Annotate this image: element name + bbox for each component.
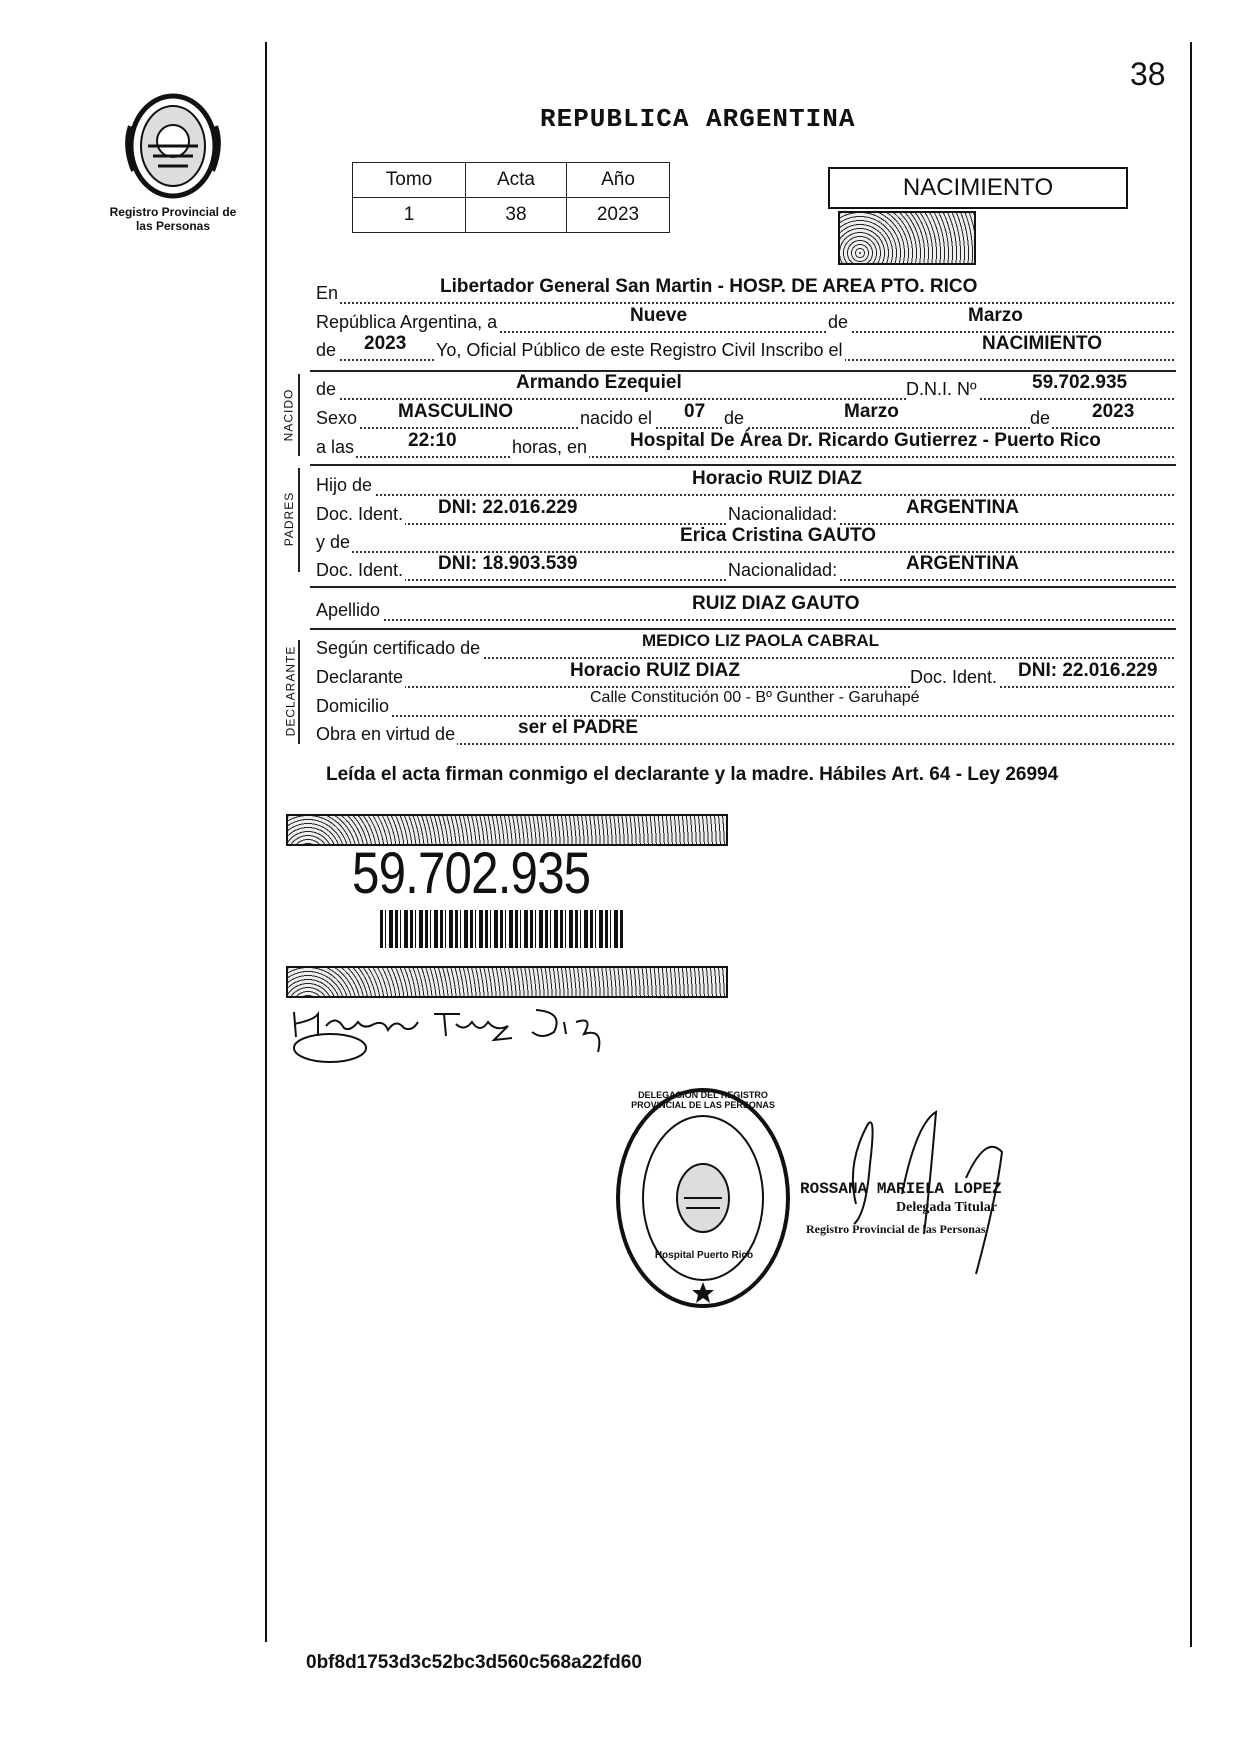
label-yo-oficial: Yo, Oficial Público de este Registro Civil Inscribo el: [436, 340, 843, 360]
label-doc-ident-padre: Doc. Ident.: [316, 504, 404, 524]
label-obra-en-virtud: Obra en virtud de: [316, 724, 456, 744]
value-madre-doc: DNI: 18.903.539: [438, 553, 578, 574]
row-obra: [316, 717, 1174, 748]
label-en: En: [316, 283, 339, 303]
value-nombre: Armando Ezequiel: [516, 372, 682, 393]
value-acto: NACIMIENTO: [982, 333, 1102, 354]
divider-2: [310, 464, 1176, 466]
label-nacionalidad-madre: Nacionalidad:: [728, 560, 838, 580]
side-label-declarante: DECLARANTE: [283, 645, 298, 737]
row-declarante: [316, 660, 1174, 691]
row-sexo: [316, 401, 1174, 432]
declarant-signature: [284, 992, 664, 1072]
value-padre: Horacio RUIZ DIAZ: [692, 468, 862, 489]
label-de-anio: de: [316, 340, 337, 360]
divider-4: [310, 628, 1176, 630]
label-y-de: y de: [316, 532, 351, 552]
label-de2: de: [724, 408, 745, 428]
label-horas-en: horas, en: [512, 437, 588, 457]
label-a-las: a las: [316, 437, 355, 457]
security-pattern-small: [838, 211, 976, 265]
stamp-outer-text: DELEGACION DEL REGISTRO PROVINCIAL DE LAS PERSONAS: [631, 1090, 775, 1110]
label-de-mes: de: [828, 312, 849, 332]
value-certificado: MEDICO LIZ PAOLA CABRAL: [642, 631, 880, 650]
right-border: [1190, 42, 1192, 1647]
row-domicilio: [316, 689, 1174, 720]
value-obra: ser el PADRE: [518, 717, 639, 738]
label-doc-ident-declarante: Doc. Ident.: [910, 667, 998, 687]
value-padre-doc: DNI: 22.016.229: [438, 497, 578, 518]
value-dia-texto: Nueve: [630, 305, 688, 326]
official-stamp: [614, 1086, 792, 1310]
table-cell-tomo: 1: [353, 198, 466, 233]
row-nombre: [316, 372, 1174, 403]
value-dni: 59.702.935: [1032, 372, 1128, 393]
document-title: REPUBLICA ARGENTINA: [540, 104, 856, 134]
table-cell-acta: 38: [466, 198, 567, 233]
value-mes-nac: Marzo: [844, 401, 899, 422]
value-declarante-doc: DNI: 22.016.229: [1018, 660, 1158, 681]
value-mes: Marzo: [968, 305, 1023, 326]
side-bracket-nacido: [298, 374, 300, 456]
label-doc-ident-madre: Doc. Ident.: [316, 560, 404, 580]
label-declarante: Declarante: [316, 667, 404, 687]
value-padre-nac: ARGENTINA: [906, 497, 1019, 518]
table-cell-anio: 2023: [567, 198, 670, 233]
barcode-number: 59.702.935: [352, 841, 591, 906]
agency-name: Registro Provincial de las Personas: [109, 205, 237, 233]
value-madre: Erica Cristina GAUTO: [680, 525, 877, 546]
label-sexo: Sexo: [316, 408, 358, 428]
table-header-acta: Acta: [466, 163, 567, 198]
label-republica: República Argentina, a: [316, 312, 498, 332]
label-dni: D.N.I. Nº: [906, 379, 977, 399]
label-de3: de: [1030, 408, 1051, 428]
row-lugar: [316, 276, 1174, 307]
row-anio: [316, 333, 1174, 364]
side-bracket-padres: [298, 468, 300, 572]
barcode: [380, 910, 624, 948]
side-bracket-declarante: [298, 640, 300, 744]
value-dia-nac: 07: [684, 401, 706, 422]
row-hora: [316, 430, 1174, 461]
table-header-anio: Año: [567, 163, 670, 198]
row-apellido: [316, 593, 1174, 624]
label-segun-certificado: Según certificado de: [316, 638, 481, 658]
row-madre-doc: [316, 553, 1174, 584]
official-agency: Registro Provincial de las Personas: [806, 1222, 986, 1236]
value-declarante: Horacio RUIZ DIAZ: [570, 660, 740, 681]
label-nacido-el: nacido el: [580, 408, 653, 428]
side-label-padres: PADRES: [282, 491, 297, 547]
side-label-nacido: NACIDO: [281, 388, 296, 442]
value-lugar-nac: Hospital De Área Dr. Ricardo Gutierrez - Puerto Rico: [630, 430, 1101, 451]
official-title: Delegada Titular: [896, 1200, 997, 1215]
province-logo: [118, 86, 228, 201]
value-domicilio: Calle Constitución 00 - Bº Gunther - Garuhapé: [590, 689, 920, 706]
value-apellido: RUIZ DIAZ GAUTO: [692, 593, 860, 614]
closing-text: Leída el acta firman conmigo el declarante y la madre. Hábiles Art. 64 - Ley 26994: [326, 764, 1059, 785]
label-apellido: Apellido: [316, 600, 381, 620]
label-hijo-de: Hijo de: [316, 475, 373, 495]
label-domicilio: Domicilio: [316, 696, 390, 716]
official-name: ROSSANA MARIELA LOPEZ: [800, 1180, 1002, 1198]
document-hash: 0bf8d1753d3c52bc3d560c568a22fd60: [306, 1652, 642, 1673]
value-hora: 22:10: [408, 430, 457, 451]
label-de-nombre: de: [316, 379, 337, 399]
divider-3: [310, 586, 1176, 588]
row-padre: [316, 468, 1174, 499]
left-border: [265, 42, 267, 1642]
value-sexo: MASCULINO: [398, 401, 514, 422]
document-type-box: NACIMIENTO: [828, 167, 1128, 209]
value-madre-nac: ARGENTINA: [906, 553, 1019, 574]
table-header-tomo: Tomo: [353, 163, 466, 198]
value-anio: 2023: [364, 333, 407, 354]
label-nacionalidad-padre: Nacionalidad:: [728, 504, 838, 524]
value-lugar: Libertador General San Martin - HOSP. DE AREA PTO. RICO: [440, 276, 978, 297]
value-anio-nac: 2023: [1092, 401, 1135, 422]
register-table: [352, 162, 670, 233]
page-number: 38: [1130, 56, 1166, 92]
stamp-inner-text: Hospital Puerto Rico: [654, 1250, 754, 1261]
row-certificado: [316, 631, 1174, 662]
